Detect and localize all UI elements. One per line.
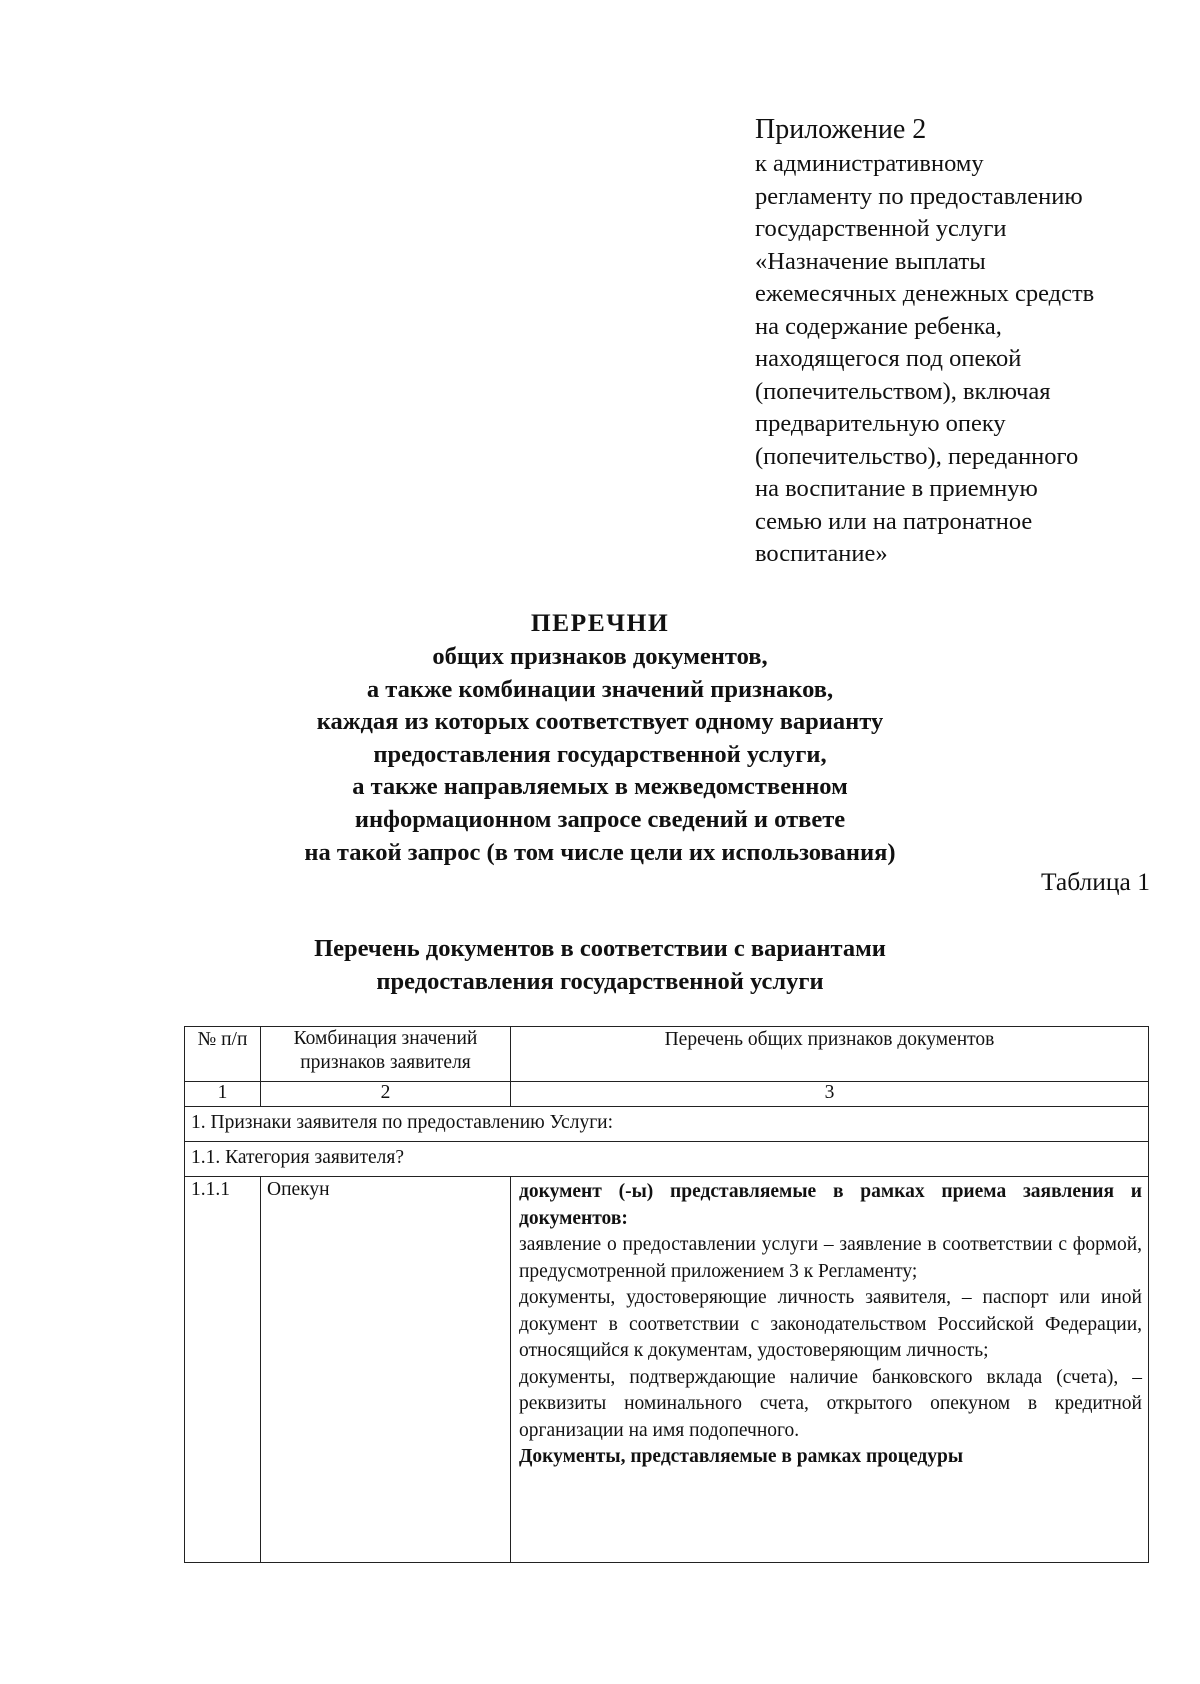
documents-table — [184, 1026, 1149, 1563]
document-item: документы, подтверждающие наличие банковского вклада (счета), – реквизиты номинального счета, открытого опекуном в кредитной организации на имя подопечного. — [519, 1366, 1142, 1441]
table-title-line: Перечень документов в соответствии с вариантами — [314, 935, 886, 962]
column-number-cell: 2 — [261, 1082, 511, 1107]
header-cell-combination — [261, 1027, 511, 1082]
appendix-line: государственной услуги — [755, 215, 1007, 242]
appendix-title: Приложение 2 — [755, 114, 927, 145]
document-subtitle — [150, 641, 1050, 869]
documents-heading-2: Документы, представляемые в рамках процедуры — [519, 1446, 964, 1467]
subtitle-line: каждая из которых соответствует одному варианту — [316, 708, 884, 736]
appendix-line: находящегося под опекой — [755, 345, 1022, 372]
section-cell: 1. Признаки заявителя по предоставлению Услуги: — [185, 1107, 1149, 1142]
subsection-row — [185, 1142, 1149, 1177]
table-label: Таблица 1 — [1040, 867, 1150, 896]
subtitle-line: на такой запрос (в том числе цели их использования) — [304, 838, 896, 866]
section-row — [185, 1107, 1149, 1142]
appendix-line: к административному — [755, 150, 984, 177]
subtitle-line: а также направляемых в межведомственном — [352, 773, 848, 801]
header-cell-documents: Перечень общих признаков документов — [511, 1027, 1149, 1082]
document-title: ПЕРЕЧНИ — [530, 608, 670, 637]
row-documents-cell — [511, 1177, 1149, 1563]
row-combination-cell: Опекун — [261, 1177, 511, 1563]
appendix-line: предварительную опеку — [755, 410, 1006, 437]
appendix-block — [755, 112, 1175, 571]
documents-heading: документ (-ы) представляемые в рамках приема заявления и документов: — [519, 1181, 1142, 1229]
appendix-line: на содержание ребенка, — [755, 312, 1002, 340]
table-title-line: предоставления государственной услуги — [376, 968, 824, 995]
appendix-line: воспитание» — [755, 540, 888, 567]
appendix-line: (попечительство), переданного — [755, 442, 1079, 470]
appendix-line: ежемесячных денежных средств — [755, 280, 1095, 307]
column-number-row — [185, 1082, 1149, 1107]
table-header-row — [185, 1027, 1149, 1082]
appendix-line: (попечительством), включая — [755, 377, 1051, 405]
subtitle-line: информационном запросе сведений и ответе — [354, 805, 846, 833]
row-number-cell: 1.1.1 — [185, 1177, 261, 1563]
subtitle-line: а также комбинации значений признаков, — [366, 675, 834, 703]
subtitle-line: общих признаков документов, — [432, 643, 768, 670]
appendix-line: семью или на патронатное — [755, 507, 1033, 535]
header-cell-number: № п/п — [185, 1027, 261, 1082]
appendix-line: регламенту по предоставлению — [755, 182, 1083, 210]
column-number-cell: 1 — [185, 1082, 261, 1107]
appendix-line: «Назначение выплаты — [755, 247, 986, 275]
appendix-line: на воспитание в приемную — [755, 475, 1038, 502]
table-row — [185, 1177, 1149, 1563]
header-combination-text: Комбинация значений признаков заявителя — [293, 1028, 478, 1073]
subsection-cell: 1.1. Категория заявителя? — [185, 1142, 1149, 1177]
column-number-cell: 3 — [511, 1082, 1149, 1107]
document-item: документы, удостоверяющие личность заявителя, – паспорт или иной документ в соответствии с законодательством Российской Федерации, относящийся к документам, удостоверяющим личность; — [519, 1287, 1142, 1361]
table-title — [150, 932, 1050, 998]
document-item: заявление о предоставлении услуги – заявление в соответствии с формой, предусмотренной приложением 3 к Регламенту; — [519, 1234, 1142, 1282]
subtitle-line: предоставления государственной услуги, — [373, 740, 827, 768]
